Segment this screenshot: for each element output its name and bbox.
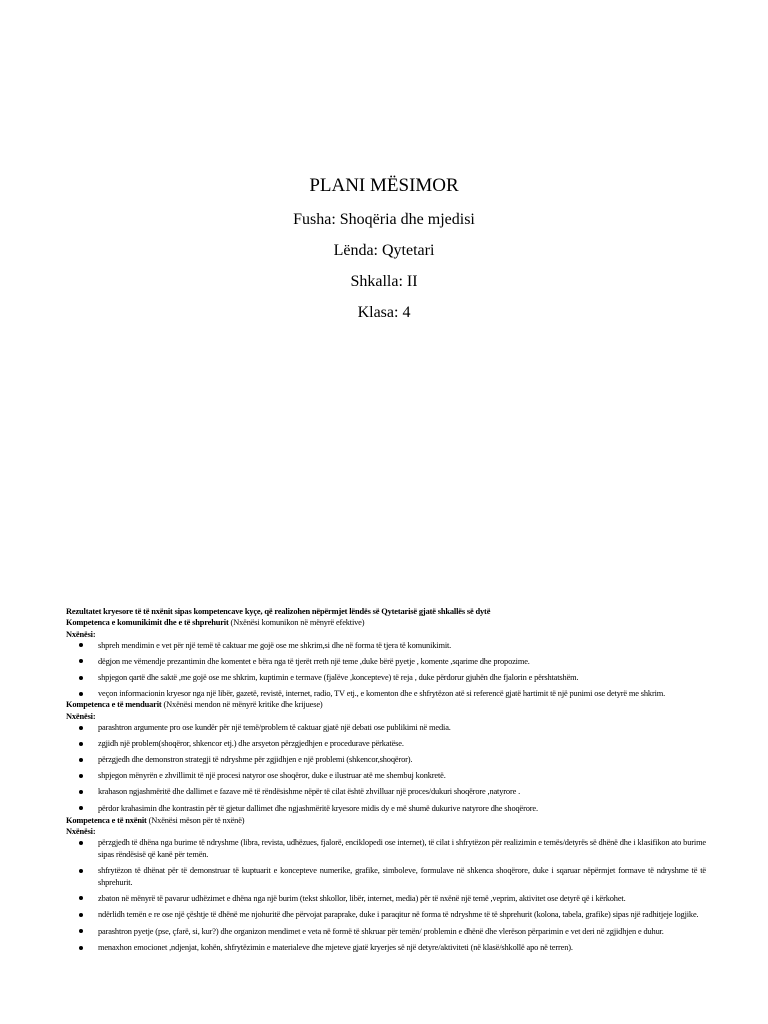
outcome-list	[66, 837, 706, 953]
list-item: dëgjon me vëmendje prezantimin dhe komentet e bëra nga të tjerët rreth një teme ,duke bërë pyetje , komente ,sqarime dhe propozime.	[98, 656, 706, 667]
student-label: Nxënësi:	[66, 711, 96, 721]
title-block	[0, 172, 768, 328]
list-item: veçon informacionin kryesor nga një libër, gazetë, revistë, internet, radio, TV etj., e komenton dhe e shfrytëzon atë si referencë gjatë hartimit të një punimi ose detyrë me shkrim.	[98, 688, 706, 699]
grade: Klasa: 4	[357, 304, 411, 321]
competencies-section	[66, 606, 706, 959]
intro-heading: Rezultatet kryesore të të nxënit sipas kompetencave kyçe, që realizohen nëpërmjet lëndës së Qytetarisë gjatë shkallës së dytë	[66, 607, 491, 616]
level: Shkalla: II	[350, 273, 418, 290]
list-item: shpjegon qartë dhe saktë ,me gojë ose me shkrim, kuptimin e termave (fjalëve ,koncepteve) të reja , duke përdorur gjuhën dhe fjalorin e përshtatshëm.	[98, 672, 706, 683]
list-item: përzgjedh të dhëna nga burime të ndryshme (libra, revista, udhëzues, fjalorë, enciklopedi ose internet), të cilat i shfrytëzon për realizimin e temës/detyrës së dhënë dhe i klasifikon ato burime sipas rëndësisë që kanë për temën.	[98, 838, 706, 859]
list-item: shpjegon mënyrën e zhvillimit të një procesi natyror ose shoqëror, duke e ilustruar atë me shembuj konkretë.	[98, 770, 706, 781]
competence-heading	[66, 815, 706, 826]
competence-note: (Nxënësi mëson për të nxënë)	[146, 815, 245, 825]
competence-heading	[66, 617, 706, 628]
list-item: menaxhon emocionet ,ndjenjat, kohën, shfrytëzimin e materialeve dhe mjeteve gjatë kryerjes së një detyre/aktiviteti (në klasë/shkollë apo në terren).	[98, 942, 706, 953]
competence-note: (Nxënësi komunikon në mënyrë efektive)	[228, 618, 365, 628]
outcome-list	[66, 640, 706, 700]
list-item: zbaton në mënyrë të pavarur udhëzimet e dhëna nga një burim (tekst shkollor, libër, internet, media) për të nxënë një temë ,veprim, aktivitet ose detyrë që i kërkohet.	[98, 893, 706, 904]
competence-title: Kompetenca e të menduarit	[66, 700, 162, 710]
list-item: ndërlidh temën e re ose një çështje të dhënë me njohuritë dhe përvojat paraprake, duke i paraqitur në forma të ndryshme të të shprehurit (kolona, tabela, grafike) sipas një radhitjeje logjike.	[98, 909, 706, 920]
list-item: parashtron pyetje (pse, çfarë, si, kur?) dhe organizon mendimet e veta në formë të shkruar për temën/ problemin e dhënë dhe vlerëson përparimin e vet deri në zgjidhjen e duhur.	[98, 926, 706, 937]
list-item: përdor krahasimin dhe kontrastin për të gjetur dallimet dhe ngjashmëritë kryesore midis dy e më shumë dukurive natyrore dhe shoqërore.	[98, 803, 706, 814]
subject-name: Lënda: Qytetari	[333, 242, 435, 259]
list-item: shpreh mendimin e vet për një temë të caktuar me gojë ose me shkrim,si dhe në forma të tjera të komunikimit.	[98, 640, 706, 651]
list-item: shfrytëzon të dhënat për të demonstruar të kuptuarit e koncepteve numerike, grafike, simboleve, formulave në shkenca shoqërore, duke i sqaruar nëpërmjet formave të ndryshme të të shprehurit.	[98, 866, 706, 887]
list-item: parashtron argumente pro ose kundër për një temë/problem të caktuar gjatë një debati ose publikimi në media.	[98, 722, 706, 733]
list-item: krahason ngjashmëritë dhe dallimet e fazave më të rëndësishme nëpër të cilat është zhvilluar një proces/dukuri shoqërore ,natyrore .	[98, 786, 706, 797]
document-title: PLANI MËSIMOR	[309, 175, 459, 196]
competence-title: Kompetenca e të nxënit	[66, 815, 147, 825]
list-item: zgjidh një problem(shoqëror, shkencor etj.) dhe arsyeton përzgjedhjen e procedurave përkatëse.	[98, 738, 706, 749]
competence-title: Kompetenca e komunikimit dhe e të shprehurit	[66, 618, 229, 628]
competence-heading	[66, 699, 706, 710]
student-label: Nxënësi:	[66, 629, 96, 639]
subject-area: Fusha: Shoqëria dhe mjedisi	[293, 211, 475, 228]
outcome-list	[66, 722, 706, 814]
student-label: Nxënësi:	[66, 827, 96, 837]
list-item: përzgjedh dhe demonstron strategji të ndryshme për zgjidhjen e një problemi (shkencor,shoqëror).	[98, 754, 706, 765]
competence-note: (Nxënësi mendon në mënyrë kritike dhe krijuese)	[161, 700, 323, 710]
